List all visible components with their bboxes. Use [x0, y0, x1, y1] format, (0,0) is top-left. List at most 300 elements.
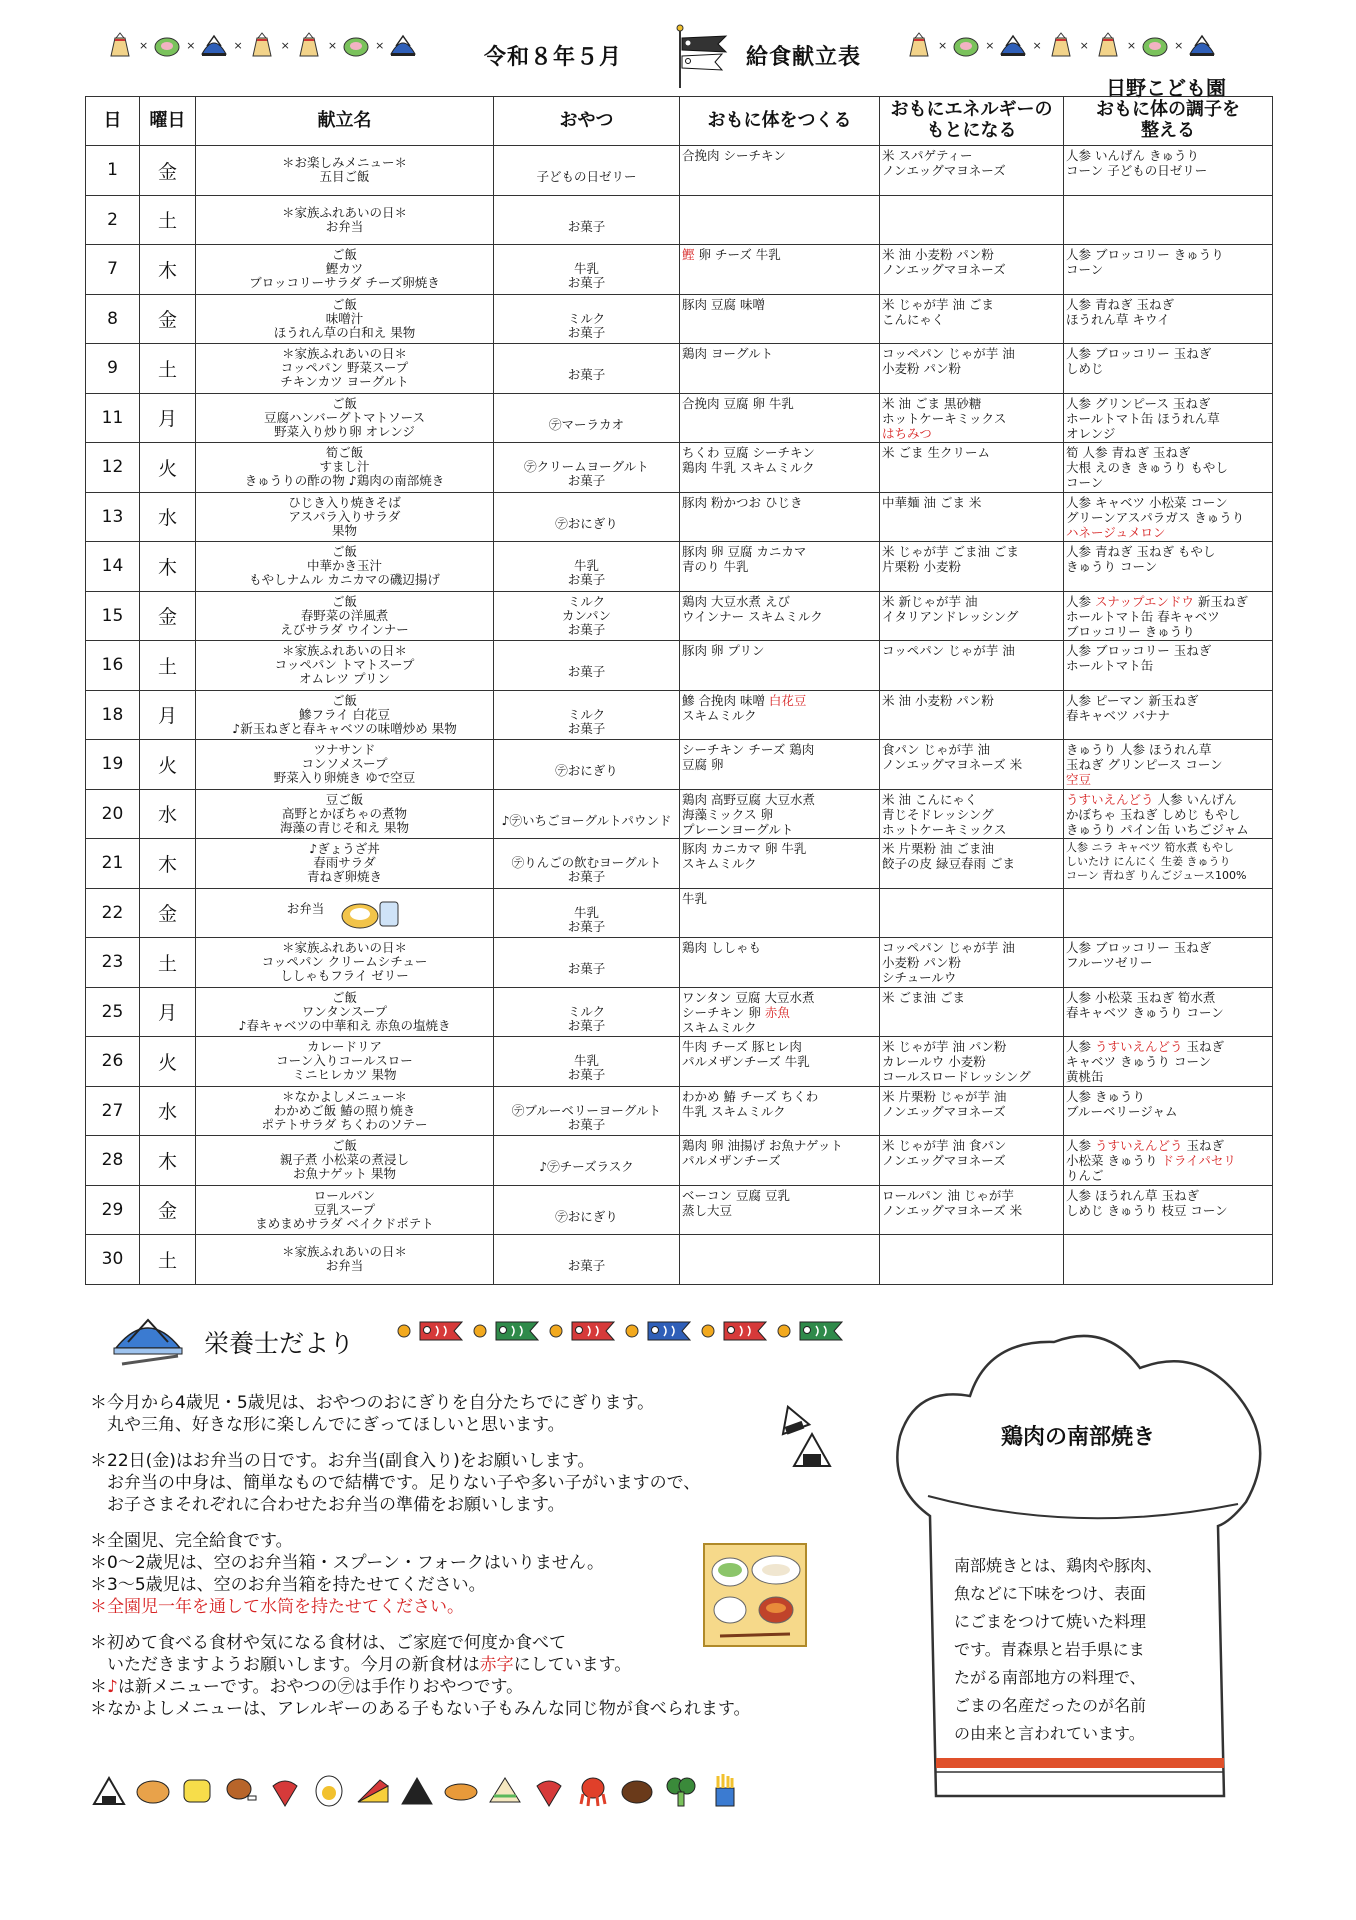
note-line [90, 1654, 810, 1676]
header-day: 日 [86, 97, 140, 146]
ingredient-line: パルメザンチーズ [682, 1153, 781, 1168]
ingredient-line: 鶏肉 大豆水煮 えび [682, 593, 790, 609]
ingredient-line: キャベツ きゅうり コーン [1066, 1054, 1212, 1069]
ingredient-line: 豚肉 卵 プリン [682, 643, 765, 658]
ingredient-line: 米 ごま油 ごま [882, 989, 965, 1005]
weekday-cell: 月 [140, 690, 196, 740]
note-text: 丸や三角、好きな形に楽しんでにぎってほしいと思います。 [90, 1415, 565, 1435]
ingredient-line: 鶏肉 ししゃも [682, 940, 761, 955]
snack-cell [494, 542, 680, 592]
strawberry-icon [266, 1772, 304, 1810]
menu-cell [196, 393, 494, 443]
new-ingredient-text: 鰹 [682, 247, 695, 262]
ingredient-line: 人参 いんげん きゅうり [1066, 148, 1199, 163]
body-building-cell [680, 591, 880, 641]
ingredient-line: 鶏肉 牛乳 スキムミルク [682, 460, 815, 475]
ingredient-line: グリーンアスパラガス きゅうり [1066, 509, 1245, 525]
note-text: ＊全園児、完全給食です。 [90, 1531, 293, 1551]
menu-cell [196, 740, 494, 790]
snack-cell [494, 393, 680, 443]
snack-line: お菓子 [567, 1117, 606, 1132]
note-text: いただきますようお願いします。今月の新食材は [90, 1655, 480, 1675]
snack-line: お菓子 [567, 573, 606, 588]
menu-line: えびサラダ ウインナー [280, 622, 409, 637]
ingredient-line: ホールトマト缶 ほうれん草 [1066, 410, 1220, 426]
ingredient-text: 玉ねぎ [1182, 1039, 1224, 1054]
ingredient-line: コーン 青ねぎ りんごジュース100% [1066, 869, 1247, 882]
menu-cell [196, 1086, 494, 1136]
snack-line [494, 1040, 679, 1054]
bread-icon [134, 1772, 172, 1810]
ingredient-line: シーチキン チーズ 鶏肉 [682, 742, 815, 757]
ingredient-line [1066, 594, 1270, 609]
day-cell: 2 [86, 195, 140, 245]
table-row [86, 443, 1273, 493]
snack-line [494, 446, 679, 460]
ingredient-text: 人参 [1066, 1138, 1095, 1153]
condition-cell [1064, 789, 1273, 839]
menu-line: きゅうりの酢の物 ♪鶏肉の南部焼き [244, 474, 445, 489]
menu-cell [196, 443, 494, 493]
weekday-cell: 土 [140, 641, 196, 691]
ingredient-line: 海藻ミックス 卵 [682, 806, 774, 822]
menu-line: ロールパン [313, 1188, 376, 1203]
recipe-line: の由来と言われています。 [954, 1724, 1145, 1743]
kabuto-icon [1188, 32, 1216, 58]
ingredient-line: 合挽肉 豆腐 卵 牛乳 [682, 395, 794, 411]
note-line [90, 1392, 810, 1414]
decoration-separator: × [233, 38, 243, 52]
condition-cell [1064, 1037, 1273, 1087]
snack-line: ミルク [567, 1004, 606, 1019]
snack-cell [494, 888, 680, 938]
ingredient-line: ホットケーキミックス [882, 410, 1007, 426]
weekday-cell: 月 [140, 987, 196, 1037]
snack-line [494, 991, 679, 1005]
ingredient-line: 人参 ブロッコリー 玉ねぎ [1066, 940, 1212, 955]
energy-cell [880, 344, 1064, 394]
cheese-icon [354, 1772, 392, 1810]
ingredient-line: 黄桃缶 [1066, 1069, 1104, 1084]
menu-cell [196, 146, 494, 196]
note-line [90, 1472, 810, 1494]
snack-line: ミルク [567, 707, 606, 722]
body-building-cell [680, 1185, 880, 1235]
note-text: は新メニューです。おやつの㋢は手作りおやつです。 [117, 1677, 524, 1697]
header-decoration-left [106, 32, 417, 58]
snack-line [494, 298, 679, 312]
snack-line: お菓子 [567, 665, 606, 680]
chimaki-icon [1047, 32, 1075, 58]
energy-cell [880, 443, 1064, 493]
snack-line: お菓子 [567, 1068, 606, 1083]
table-row [86, 641, 1273, 691]
ingredient-line [682, 247, 877, 262]
snack-cell [494, 1136, 680, 1186]
note-text: ＊初めて食べる食材や気になる食材は、ご家庭で何度か食べて [90, 1633, 566, 1653]
snack-line: ㋢りんごの飲むヨーグルト [511, 856, 662, 871]
snack-line [494, 206, 679, 220]
menu-line: ご飯 [331, 396, 357, 411]
table-row [86, 1037, 1273, 1087]
sun-icon [396, 1323, 412, 1343]
ingredient-line: スキムミルク [682, 707, 757, 723]
menu-line: わかめご飯 鰆の照り焼き [273, 1103, 416, 1118]
snack-line: お菓子 [567, 325, 606, 340]
ingredient-line: きゅうり 人参 ほうれん草 [1066, 742, 1212, 757]
energy-cell [880, 492, 1064, 542]
ingredient-line [1066, 1039, 1270, 1054]
onigiri-icon [398, 1772, 436, 1810]
ingredient-line: 小麦粉 パン粉 [882, 361, 961, 376]
menu-cell [196, 195, 494, 245]
ingredient-line: スキムミルク [682, 1019, 757, 1035]
ingredient-line: 米 じゃが芋 油 食パン [882, 1138, 1007, 1153]
ingredient-line: 米 じゃが芋 油 ごま [882, 296, 994, 312]
energy-cell [880, 195, 1064, 245]
new-ingredient-line: ハネージュメロン [1066, 524, 1166, 540]
ingredient-text: 人参 [1066, 593, 1095, 609]
nutrition-title: 栄養士だより [204, 1329, 355, 1358]
table-row [86, 393, 1273, 443]
menu-line: ポテトサラダ ちくわのソテー [261, 1117, 428, 1132]
ingredient-line: 牛肉 チーズ 豚ヒレ肉 [682, 1039, 802, 1054]
menu-line: 高野とかぼちゃの煮物 [281, 806, 407, 821]
ingredient-line: 人参 ピーマン 新玉ねぎ [1066, 692, 1199, 708]
ingredient-line: フルーツゼリー [1066, 955, 1153, 970]
snack-cell [494, 839, 680, 889]
menu-line: ご飯 [331, 297, 357, 312]
snack-line [494, 1196, 679, 1210]
weekday-cell: 金 [140, 294, 196, 344]
energy-cell [880, 789, 1064, 839]
broccoli-icon [662, 1772, 700, 1810]
ingredient-line: 米 片栗粉 じゃが芋 油 [882, 1088, 1007, 1104]
snack-cell [494, 1037, 680, 1087]
school-name: 日野こども園 [1106, 76, 1226, 100]
header-energy [880, 97, 1064, 146]
recipe-line: 魚などに下味をつけ、表面 [954, 1584, 1147, 1603]
snack-cell [494, 1086, 680, 1136]
ingredient-line: カレールウ 小麦粉 [882, 1054, 986, 1069]
weekday-cell: 水 [140, 1086, 196, 1136]
lunch-tray-icon [700, 1540, 810, 1650]
ingredient-line: 鶏肉 卵 油揚げ お魚ナゲット [682, 1138, 843, 1153]
kabuto-icon [200, 32, 228, 58]
weekday-cell: 火 [140, 1037, 196, 1087]
ingredient-line: 米 じゃが芋 ごま油 ごま [882, 544, 1019, 559]
table-row [86, 245, 1273, 295]
snack-line [494, 1245, 679, 1259]
body-building-cell [680, 443, 880, 493]
note-text: ＊全園児一年を通して水筒を持たせてください。 [90, 1597, 464, 1617]
energy-cell [880, 641, 1064, 691]
ingredient-line: 豚肉 豆腐 味噌 [682, 296, 765, 312]
ingredient-line: ちくわ 豆腐 シーチキン [682, 445, 815, 460]
weekday-cell: 木 [140, 839, 196, 889]
body-building-cell [680, 195, 880, 245]
table-row [86, 987, 1273, 1037]
energy-cell [880, 1037, 1064, 1087]
ingredient-text: 新玉ねぎ [1193, 593, 1248, 609]
ingredient-line: シチュールウ [882, 970, 957, 985]
koinobori-banner [396, 1318, 846, 1348]
energy-cell [880, 1185, 1064, 1235]
ingredient-line [1066, 1138, 1270, 1153]
fried-shrimp-icon [442, 1772, 480, 1810]
snack-cell [494, 443, 680, 493]
energy-cell [880, 1136, 1064, 1186]
day-cell: 20 [86, 789, 140, 839]
header-energy-label: おもにエネルギーの もとになる [890, 99, 1053, 141]
body-building-cell [680, 344, 880, 394]
decoration-separator: × [1174, 38, 1184, 52]
ingredient-line: しいたけ にんにく 生姜 きゅうり [1066, 855, 1231, 868]
snack-cell [494, 245, 680, 295]
ingredient-line: パルメザンチーズ 牛乳 [682, 1054, 810, 1069]
menu-line: ご飯 [331, 1139, 357, 1154]
condition-cell [1064, 542, 1273, 592]
snack-line: お菓子 [567, 919, 606, 934]
ingredient-line: しめじ [1066, 361, 1104, 376]
body-building-cell [680, 393, 880, 443]
body-building-cell [680, 839, 880, 889]
note-spacer [90, 1516, 810, 1530]
day-cell: 30 [86, 1235, 140, 1285]
ingredient-line: ノンエッグマヨネーズ [882, 163, 1006, 178]
rice-ball-icon [90, 1772, 128, 1810]
body-building-cell [680, 1136, 880, 1186]
kashiwa-mochi-icon [153, 32, 181, 58]
menu-line: 野菜入り卵焼き ゆで空豆 [273, 771, 416, 786]
ingredient-line: 米 じゃが芋 油 パン粉 [882, 1039, 1007, 1054]
menu-line: ご飯 [331, 248, 357, 263]
note-music-mark: ♪ [107, 1677, 118, 1697]
ingredient-line: 米 油 小麦粉 パン粉 [882, 692, 994, 708]
header-body: おもに体をつくる [680, 97, 880, 146]
strawberry-icon [530, 1772, 568, 1810]
day-cell: 21 [86, 839, 140, 889]
menu-line: コーン入りコールスロー [276, 1054, 413, 1069]
snack-line: 牛乳 [573, 905, 599, 920]
ingredient-line: 春キャベツ バナナ [1066, 707, 1170, 723]
ingredient-line: 豚肉 卵 豆腐 カニカマ [682, 544, 807, 559]
ingredient-line: 合挽肉 シーチキン [682, 148, 786, 163]
ingredient-line [682, 1005, 877, 1020]
ingredient-line: かぼちゃ 玉ねぎ しめじ もやし [1066, 806, 1241, 822]
menu-line: ひじき入り焼きそば [288, 495, 401, 510]
snack-line: お菓子 [567, 1018, 606, 1033]
condition-cell [1064, 344, 1273, 394]
snack-line: お菓子 [567, 219, 606, 234]
page-title-menu: 給食献立表 [746, 45, 862, 70]
snack-line [494, 892, 679, 906]
ingredient-line: 中華麺 油 ごま 米 [882, 494, 982, 510]
snack-cell [494, 690, 680, 740]
note-text: ＊ [90, 1677, 107, 1697]
ingredient-line: 人参 青ねぎ 玉ねぎ もやし [1066, 544, 1216, 559]
menu-table [85, 96, 1273, 1285]
snack-line [494, 354, 679, 368]
weekday-cell: 木 [140, 1136, 196, 1186]
ingredient-line: 米 スパゲティー [882, 148, 973, 163]
ingredient-line: りんご [1066, 1168, 1104, 1183]
snack-line: カンパン [561, 608, 612, 623]
ingredient-line: 片栗粉 小麦粉 [882, 559, 961, 574]
note-spacer [90, 1436, 810, 1450]
menu-line: すまし汁 [319, 460, 370, 475]
menu-cell [196, 888, 494, 938]
ingredient-text: 卵 チーズ 牛乳 [694, 247, 781, 262]
recipe-line: にごまをつけて焼いた料理 [954, 1612, 1147, 1631]
menu-table-body [86, 146, 1273, 1285]
snack-cell [494, 740, 680, 790]
menu-line: 筍ご飯 [325, 446, 364, 461]
sun-icon [548, 1323, 564, 1343]
body-building-cell [680, 1235, 880, 1285]
snack-cell [494, 789, 680, 839]
recipe-chef-hat [878, 1326, 1278, 1806]
ingredient-line: コーン 子どもの日ゼリー [1066, 163, 1208, 178]
snack-line: ミルク [567, 311, 606, 326]
ingredient-line: 人参 青ねぎ 玉ねぎ [1066, 296, 1174, 312]
decoration-separator: × [938, 38, 948, 52]
menu-line: ご飯 [331, 545, 357, 560]
menu-cell [196, 245, 494, 295]
ingredient-line: 人参 ブロッコリー 玉ねぎ [1066, 346, 1212, 361]
snack-line: ㋢おにぎり [555, 1209, 618, 1224]
condition-cell [1064, 740, 1273, 790]
ingredient-text: 小松菜 きゅうり [1066, 1153, 1162, 1168]
menu-line: ♪ぎょうざ丼 [309, 842, 380, 857]
carp-streamer-icon [646, 1318, 694, 1348]
snack-line [494, 948, 679, 962]
day-cell: 29 [86, 1185, 140, 1235]
menu-cell [196, 1037, 494, 1087]
kabuto-icon [999, 32, 1027, 58]
menu-line: コンソメスープ [301, 757, 388, 772]
table-row [86, 1185, 1273, 1235]
snack-line [494, 404, 679, 418]
table-row [86, 344, 1273, 394]
ingredient-line: ロールパン 油 じゃが芋 [882, 1187, 1014, 1203]
bento-box-icon [338, 896, 402, 930]
energy-cell [880, 146, 1064, 196]
ingredient-line: 玉ねぎ グリンピース コーン [1066, 757, 1223, 772]
ingredient-line: ウインナー スキムミルク [682, 608, 823, 624]
menu-line: 海藻の青じそ和え 果物 [280, 820, 409, 835]
snack-line: お菓子 [567, 1259, 606, 1274]
ingredient-line [1066, 792, 1270, 807]
sun-icon [776, 1323, 792, 1343]
carp-streamer-icon [722, 1318, 770, 1348]
menu-line: もやしナムル カニカマの磯辺揚げ [249, 573, 440, 588]
day-cell: 13 [86, 492, 140, 542]
menu-line: ご飯 [331, 594, 357, 609]
ingredient-line: 豚肉 粉かつお ひじき [682, 494, 803, 510]
kashiwa-mochi-icon [952, 32, 980, 58]
table-row [86, 740, 1273, 790]
snack-line: 牛乳 [573, 1054, 599, 1069]
day-cell: 1 [86, 146, 140, 196]
new-ingredient-text: ドライパセリ [1161, 1153, 1236, 1168]
carp-streamer-icon [798, 1318, 846, 1348]
note-line [90, 1494, 810, 1516]
kabuto-icon [389, 32, 417, 58]
snack-line [494, 545, 679, 559]
recipe-line: たがる南部地方の料理で、 [954, 1668, 1146, 1687]
snack-cell [494, 641, 680, 691]
ingredient-line: 人参 きゅうり [1066, 1088, 1145, 1104]
table-row [86, 195, 1273, 245]
body-building-cell [680, 1037, 880, 1087]
energy-cell [880, 938, 1064, 988]
carp-streamer-icon [570, 1318, 618, 1348]
condition-cell [1064, 146, 1273, 196]
weekday-cell: 金 [140, 1185, 196, 1235]
snack-cell [494, 344, 680, 394]
menu-line: 青ねぎ卵焼き [306, 870, 382, 885]
menu-line: 春雨サラダ [313, 856, 376, 871]
menu-line: お弁当 [286, 902, 325, 917]
energy-cell [880, 987, 1064, 1037]
snack-line: お菓子 [567, 474, 606, 489]
drumstick-icon [222, 1772, 260, 1810]
ingredient-text: 人参 [1066, 1039, 1095, 1054]
snack-line: 牛乳 [573, 559, 599, 574]
menu-line: チキンカツ ヨーグルト [280, 375, 409, 390]
energy-cell [880, 1086, 1064, 1136]
menu-line: ＊家族ふれあいの日＊ [281, 205, 407, 220]
energy-cell [880, 1235, 1064, 1285]
menu-line: 豆乳スープ [313, 1202, 376, 1217]
menu-line: 鰹カツ [325, 262, 364, 277]
menu-line: オムレツ プリン [299, 672, 390, 687]
decoration-separator: × [985, 38, 995, 52]
ingredient-text: 人参 いんげん [1153, 791, 1237, 807]
ingredient-line: プレーンヨーグルト [682, 821, 794, 837]
menu-line: ご飯 [331, 693, 357, 708]
menu-cell [196, 344, 494, 394]
ingredient-line: ノンエッグマヨネーズ [882, 262, 1006, 277]
new-ingredient-line: はちみつ [882, 425, 932, 441]
snack-line: ミルク [567, 594, 606, 609]
condition-cell [1064, 393, 1273, 443]
ingredient-line: ノンエッグマヨネーズ [882, 1153, 1006, 1168]
body-building-cell [680, 987, 880, 1037]
energy-cell [880, 839, 1064, 889]
ingredient-line: 人参 ブロッコリー きゅうり [1066, 247, 1224, 262]
condition-cell [1064, 443, 1273, 493]
body-building-cell [680, 690, 880, 740]
ingredient-line: コッペパン じゃが芋 油 [882, 940, 1015, 955]
new-ingredient-text: スナップエンドウ [1094, 593, 1194, 609]
day-cell: 16 [86, 641, 140, 691]
new-ingredient-text: うすいえんどう [1066, 791, 1154, 807]
condition-cell [1064, 987, 1273, 1037]
snack-line: ㋢マーラカオ [548, 417, 624, 432]
ingredient-line: 米 新じゃが芋 油 [882, 593, 978, 609]
ingredient-line: こんにゃく [882, 311, 945, 327]
menu-cell [196, 591, 494, 641]
menu-line: 鰺フライ 白花豆 [298, 707, 391, 722]
menu-cell [196, 987, 494, 1037]
snack-line: お菓子 [567, 622, 606, 637]
decoration-separator: × [280, 38, 290, 52]
weekday-cell: 木 [140, 542, 196, 592]
snack-line [494, 1146, 679, 1160]
snack-line: お菓子 [567, 368, 606, 383]
